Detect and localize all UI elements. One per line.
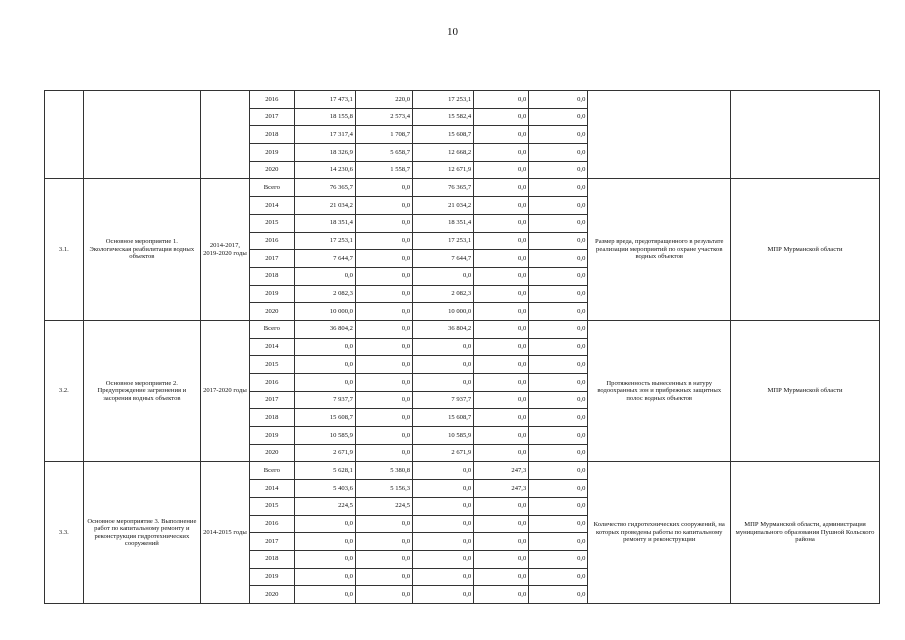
value-cell-5: 0,0 xyxy=(529,586,588,604)
value-cell-3: 15 608,7 xyxy=(413,409,474,427)
value-cell-5: 0,0 xyxy=(529,391,588,409)
value-cell-3: 0,0 xyxy=(413,338,474,356)
value-cell-2: 0,0 xyxy=(355,285,412,303)
value-cell-4: 0,0 xyxy=(474,568,529,586)
value-cell-5: 0,0 xyxy=(529,338,588,356)
executor-cell: МПР Мурманской области, администрация муниципального образования Пушной Кольского района xyxy=(731,462,880,604)
period-cell: 2014-2015 годы xyxy=(200,462,249,604)
value-cell-1: 224,5 xyxy=(294,497,355,515)
value-cell-2: 0,0 xyxy=(355,533,412,551)
value-cell-2: 0,0 xyxy=(355,303,412,321)
value-cell-2: 0,0 xyxy=(355,586,412,604)
value-cell-5: 0,0 xyxy=(529,232,588,250)
value-cell-5: 0,0 xyxy=(529,462,588,480)
value-cell-2: 0,0 xyxy=(355,250,412,268)
value-cell-2: 5 658,7 xyxy=(355,144,412,162)
value-cell-3: 0,0 xyxy=(413,586,474,604)
value-cell-4: 0,0 xyxy=(474,515,529,533)
year-cell: 2019 xyxy=(249,285,294,303)
executor-cell xyxy=(731,91,880,179)
value-cell-5: 0,0 xyxy=(529,409,588,427)
value-cell-3: 0,0 xyxy=(413,374,474,392)
value-cell-1: 21 034,2 xyxy=(294,197,355,215)
value-cell-2: 0,0 xyxy=(355,232,412,250)
num-cell: 3.3. xyxy=(45,462,84,604)
value-cell-5: 0,0 xyxy=(529,480,588,498)
value-cell-1: 18 351,4 xyxy=(294,214,355,232)
value-cell-2: 0,0 xyxy=(355,320,412,338)
value-cell-2: 0,0 xyxy=(355,391,412,409)
year-cell: 2015 xyxy=(249,214,294,232)
year-cell: 2017 xyxy=(249,108,294,126)
value-cell-3: 0,0 xyxy=(413,550,474,568)
table-row xyxy=(45,91,880,109)
value-cell-5: 0,0 xyxy=(529,550,588,568)
value-cell-5: 0,0 xyxy=(529,303,588,321)
year-cell: 2014 xyxy=(249,197,294,215)
value-cell-3: 17 253,1 xyxy=(413,232,474,250)
value-cell-4: 0,0 xyxy=(474,197,529,215)
year-cell: 2018 xyxy=(249,550,294,568)
value-cell-1: 17 253,1 xyxy=(294,232,355,250)
value-cell-1: 0,0 xyxy=(294,533,355,551)
value-cell-4: 0,0 xyxy=(474,356,529,374)
value-cell-2: 1 558,7 xyxy=(355,161,412,179)
value-cell-2: 0,0 xyxy=(355,267,412,285)
value-cell-3: 7 644,7 xyxy=(413,250,474,268)
value-cell-3: 21 034,2 xyxy=(413,197,474,215)
value-cell-4: 0,0 xyxy=(474,338,529,356)
value-cell-4: 0,0 xyxy=(474,232,529,250)
value-cell-5: 0,0 xyxy=(529,214,588,232)
value-cell-2: 0,0 xyxy=(355,214,412,232)
value-cell-2: 0,0 xyxy=(355,338,412,356)
value-cell-5: 0,0 xyxy=(529,497,588,515)
value-cell-3: 7 937,7 xyxy=(413,391,474,409)
year-cell: Всего xyxy=(249,462,294,480)
num-cell xyxy=(45,91,84,179)
year-cell: 2015 xyxy=(249,356,294,374)
name-cell: Основное мероприятие 2. Предупреждение загрязнения и засорения водных объектов xyxy=(83,320,200,462)
value-cell-1: 76 365,7 xyxy=(294,179,355,197)
value-cell-3: 0,0 xyxy=(413,515,474,533)
value-cell-2: 0,0 xyxy=(355,179,412,197)
value-cell-4: 0,0 xyxy=(474,303,529,321)
value-cell-4: 0,0 xyxy=(474,285,529,303)
value-cell-4: 0,0 xyxy=(474,550,529,568)
value-cell-1: 18 326,9 xyxy=(294,144,355,162)
value-cell-4: 0,0 xyxy=(474,144,529,162)
value-cell-4: 0,0 xyxy=(474,126,529,144)
value-cell-5: 0,0 xyxy=(529,197,588,215)
year-cell: Всего xyxy=(249,320,294,338)
value-cell-5: 0,0 xyxy=(529,444,588,462)
year-cell: 2017 xyxy=(249,250,294,268)
value-cell-4: 0,0 xyxy=(474,409,529,427)
num-cell: 3.1. xyxy=(45,179,84,321)
year-cell: 2018 xyxy=(249,409,294,427)
value-cell-3: 0,0 xyxy=(413,497,474,515)
value-cell-3: 10 585,9 xyxy=(413,427,474,445)
value-cell-3: 15 582,4 xyxy=(413,108,474,126)
year-cell: 2016 xyxy=(249,91,294,109)
value-cell-4: 0,0 xyxy=(474,533,529,551)
value-cell-2: 5 380,8 xyxy=(355,462,412,480)
name-cell: Основное мероприятие 3. Выполнение работ по капитальному ремонту и реконструкция гидротехнических сооружений xyxy=(83,462,200,604)
value-cell-1: 0,0 xyxy=(294,356,355,374)
value-cell-2: 1 708,7 xyxy=(355,126,412,144)
year-cell: Всего xyxy=(249,179,294,197)
value-cell-2: 0,0 xyxy=(355,568,412,586)
value-cell-1: 17 317,4 xyxy=(294,126,355,144)
year-cell: 2020 xyxy=(249,586,294,604)
year-cell: 2014 xyxy=(249,338,294,356)
value-cell-5: 0,0 xyxy=(529,250,588,268)
value-cell-3: 0,0 xyxy=(413,462,474,480)
year-cell: 2016 xyxy=(249,374,294,392)
value-cell-5: 0,0 xyxy=(529,320,588,338)
value-cell-5: 0,0 xyxy=(529,374,588,392)
page-number: 10 xyxy=(447,26,458,38)
value-cell-1: 0,0 xyxy=(294,586,355,604)
value-cell-3: 0,0 xyxy=(413,356,474,374)
program-table xyxy=(44,90,880,604)
value-cell-4: 0,0 xyxy=(474,179,529,197)
value-cell-2: 5 156,3 xyxy=(355,480,412,498)
table-row xyxy=(45,320,880,338)
value-cell-5: 0,0 xyxy=(529,568,588,586)
indicator-cell: Размер вреда, предотвращенного в результате реализации мероприятий по охране участков водных объектов xyxy=(588,179,731,321)
year-cell: 2017 xyxy=(249,533,294,551)
num-cell: 3.2. xyxy=(45,320,84,462)
value-cell-4: 0,0 xyxy=(474,374,529,392)
value-cell-1: 5 403,6 xyxy=(294,480,355,498)
year-cell: 2015 xyxy=(249,497,294,515)
value-cell-4: 0,0 xyxy=(474,320,529,338)
value-cell-3: 0,0 xyxy=(413,533,474,551)
year-cell: 2020 xyxy=(249,161,294,179)
value-cell-3: 0,0 xyxy=(413,568,474,586)
year-cell: 2019 xyxy=(249,427,294,445)
value-cell-1: 15 608,7 xyxy=(294,409,355,427)
value-cell-3: 2 082,3 xyxy=(413,285,474,303)
indicator-cell: Протяженность вынесенных в натуру водоохранных зон и прибрежных защитных полос водных объектов xyxy=(588,320,731,462)
executor-cell: МПР Мурманской области xyxy=(731,179,880,321)
value-cell-3: 12 671,9 xyxy=(413,161,474,179)
value-cell-5: 0,0 xyxy=(529,108,588,126)
year-cell: 2020 xyxy=(249,444,294,462)
period-cell: 2017-2020 годы xyxy=(200,320,249,462)
value-cell-3: 12 668,2 xyxy=(413,144,474,162)
value-cell-4: 0,0 xyxy=(474,108,529,126)
value-cell-1: 2 082,3 xyxy=(294,285,355,303)
table-row xyxy=(45,179,880,197)
value-cell-4: 0,0 xyxy=(474,586,529,604)
value-cell-4: 0,0 xyxy=(474,214,529,232)
value-cell-1: 0,0 xyxy=(294,374,355,392)
value-cell-2: 224,5 xyxy=(355,497,412,515)
period-cell xyxy=(200,91,249,179)
value-cell-1: 0,0 xyxy=(294,338,355,356)
value-cell-5: 0,0 xyxy=(529,533,588,551)
value-cell-4: 0,0 xyxy=(474,267,529,285)
value-cell-5: 0,0 xyxy=(529,126,588,144)
value-cell-4: 247,3 xyxy=(474,480,529,498)
value-cell-1: 36 804,2 xyxy=(294,320,355,338)
value-cell-1: 14 230,6 xyxy=(294,161,355,179)
value-cell-1: 10 000,0 xyxy=(294,303,355,321)
value-cell-5: 0,0 xyxy=(529,267,588,285)
name-cell: Основное мероприятие 1. Экологическая реабилитация водных объектов xyxy=(83,179,200,321)
value-cell-3: 17 253,1 xyxy=(413,91,474,109)
indicator-cell: Количество гидротехнических сооружений, на которых проведены работы по капитальному ремонту и реконструкции xyxy=(588,462,731,604)
value-cell-1: 0,0 xyxy=(294,267,355,285)
value-cell-5: 0,0 xyxy=(529,161,588,179)
value-cell-3: 2 671,9 xyxy=(413,444,474,462)
value-cell-2: 0,0 xyxy=(355,550,412,568)
value-cell-1: 18 155,8 xyxy=(294,108,355,126)
value-cell-5: 0,0 xyxy=(529,356,588,374)
year-cell: 2014 xyxy=(249,480,294,498)
value-cell-2: 0,0 xyxy=(355,374,412,392)
value-cell-1: 7 937,7 xyxy=(294,391,355,409)
year-cell: 2019 xyxy=(249,144,294,162)
value-cell-2: 0,0 xyxy=(355,444,412,462)
year-cell: 2018 xyxy=(249,267,294,285)
value-cell-4: 0,0 xyxy=(474,497,529,515)
value-cell-2: 220,0 xyxy=(355,91,412,109)
year-cell: 2020 xyxy=(249,303,294,321)
value-cell-2: 0,0 xyxy=(355,515,412,533)
year-cell: 2016 xyxy=(249,232,294,250)
table-body xyxy=(45,91,880,604)
year-cell: 2016 xyxy=(249,515,294,533)
executor-cell: МПР Мурманской области xyxy=(731,320,880,462)
value-cell-4: 0,0 xyxy=(474,427,529,445)
value-cell-5: 0,0 xyxy=(529,285,588,303)
value-cell-5: 0,0 xyxy=(529,144,588,162)
value-cell-4: 0,0 xyxy=(474,250,529,268)
value-cell-2: 0,0 xyxy=(355,356,412,374)
value-cell-3: 10 000,0 xyxy=(413,303,474,321)
value-cell-1: 5 628,1 xyxy=(294,462,355,480)
value-cell-2: 0,0 xyxy=(355,409,412,427)
indicator-cell xyxy=(588,91,731,179)
value-cell-1: 0,0 xyxy=(294,550,355,568)
value-cell-2: 2 573,4 xyxy=(355,108,412,126)
value-cell-5: 0,0 xyxy=(529,427,588,445)
value-cell-3: 76 365,7 xyxy=(413,179,474,197)
value-cell-3: 36 804,2 xyxy=(413,320,474,338)
value-cell-1: 0,0 xyxy=(294,515,355,533)
value-cell-5: 0,0 xyxy=(529,91,588,109)
year-cell: 2019 xyxy=(249,568,294,586)
value-cell-2: 0,0 xyxy=(355,197,412,215)
table-row xyxy=(45,462,880,480)
year-cell: 2017 xyxy=(249,391,294,409)
value-cell-4: 0,0 xyxy=(474,391,529,409)
value-cell-4: 0,0 xyxy=(474,444,529,462)
value-cell-1: 0,0 xyxy=(294,568,355,586)
value-cell-4: 0,0 xyxy=(474,91,529,109)
value-cell-1: 2 671,9 xyxy=(294,444,355,462)
value-cell-1: 7 644,7 xyxy=(294,250,355,268)
value-cell-4: 0,0 xyxy=(474,161,529,179)
value-cell-3: 15 608,7 xyxy=(413,126,474,144)
value-cell-5: 0,0 xyxy=(529,515,588,533)
value-cell-3: 0,0 xyxy=(413,267,474,285)
year-cell: 2018 xyxy=(249,126,294,144)
name-cell xyxy=(83,91,200,179)
value-cell-3: 18 351,4 xyxy=(413,214,474,232)
period-cell: 2014-2017, 2019-2020 годы xyxy=(200,179,249,321)
value-cell-4: 247,3 xyxy=(474,462,529,480)
value-cell-2: 0,0 xyxy=(355,427,412,445)
value-cell-3: 0,0 xyxy=(413,480,474,498)
value-cell-1: 17 473,1 xyxy=(294,91,355,109)
value-cell-5: 0,0 xyxy=(529,179,588,197)
value-cell-1: 10 585,9 xyxy=(294,427,355,445)
